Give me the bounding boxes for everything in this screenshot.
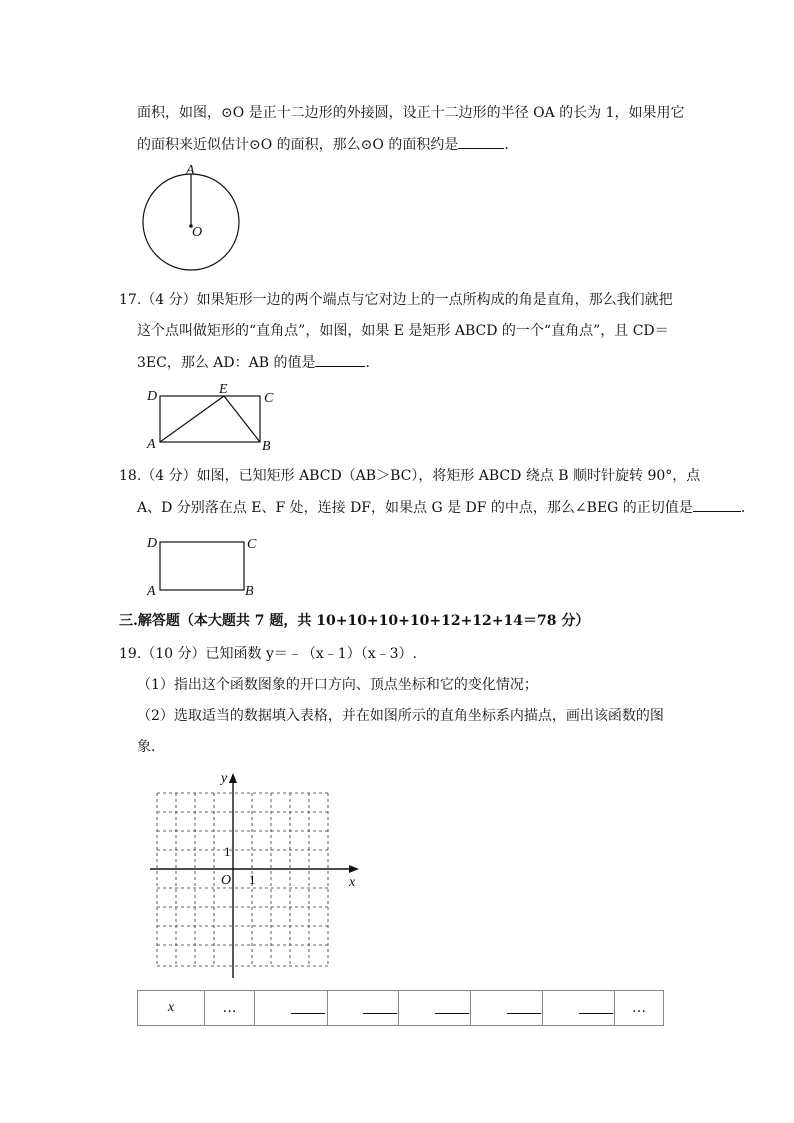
- q17-line1: 17.（4 分）如果矩形一边的两个端点与它对边上的一点所构成的角是直角，那么我们就把: [119, 292, 673, 308]
- q17-line2: 这个点叫做矩形的“直角点”，如图，如果 E 是矩形 ABCD 的一个“直角点”，且 CD＝: [137, 323, 669, 339]
- table-cell-ellipsis-right: …: [615, 991, 664, 1026]
- q16-line2-text: 的面积来近似估计⊙O 的面积，那么⊙O 的面积约是: [137, 137, 459, 153]
- x-axis-label: x: [349, 875, 356, 890]
- q19-stem: 19.（10 分）已知函数 y＝﹣（x﹣1）（x﹣3）.: [119, 646, 417, 662]
- value-table: [137, 990, 664, 1026]
- q18-line2-text: A、D 分别落在点 E、F 处，连接 DF，如果点 G 是 DF 的中点，那么∠BEG 的正切值是: [137, 500, 693, 516]
- q19-part2: （2）选取适当的数据填入表格，并在如图所示的直角坐标系内描点，画出该函数的图: [137, 708, 664, 724]
- y-unit-label: 1: [224, 844, 231, 859]
- rect-abcd: [160, 396, 260, 442]
- q18-line1: 18.（4 分）如图，已知矩形 ABCD（AB＞BC），将矩形 ABCD 绕点 B 顺时针旋转 90°，点: [119, 468, 701, 484]
- q16-answer-blank[interactable]: [458, 134, 504, 149]
- table-cell-blank[interactable]: [255, 991, 328, 1026]
- x-unit-label: 1: [249, 872, 256, 887]
- label-a: A: [186, 163, 195, 178]
- table-cell-x: x: [138, 991, 205, 1026]
- label-d: D: [147, 389, 158, 404]
- origin-label: O: [221, 873, 232, 888]
- table-cell-blank[interactable]: [471, 991, 543, 1026]
- grid-lines: [157, 793, 328, 966]
- label-d: D: [147, 536, 158, 551]
- label-b: B: [262, 439, 271, 452]
- table-cell-blank[interactable]: [328, 991, 399, 1026]
- q16-circle-figure: [138, 160, 244, 276]
- q16-line1: 面积，如图，⊙O 是正十二边形的外接圆，设正十二边形的半径 OA 的长为 1，如果用它: [137, 105, 685, 121]
- q17-line3-text: 3EC，那么 AD：AB 的值是: [137, 355, 316, 371]
- q18-rectangle-figure: [143, 528, 269, 600]
- segment-eb: [224, 396, 260, 442]
- x-axis-arrow: [349, 865, 359, 873]
- q17-rectangle-figure: [143, 380, 283, 452]
- segment-ae: [160, 396, 224, 442]
- label-c: C: [247, 537, 257, 552]
- table-row: [138, 991, 664, 1026]
- q16-line2: [137, 134, 509, 155]
- q16-end: .: [504, 137, 509, 153]
- table-cell-ellipsis-left: …: [205, 991, 255, 1026]
- section-3-heading: 三.解答题（本大题共 7 题，共 10+10+10+10+12+12+14＝78 分）: [119, 613, 590, 629]
- q17-end: .: [365, 355, 370, 371]
- label-b: B: [245, 584, 254, 599]
- q18-line2: [137, 497, 745, 518]
- q18-end: .: [740, 500, 746, 516]
- q18-answer-blank[interactable]: [693, 497, 741, 512]
- q17-line3: [137, 352, 370, 373]
- q19-part2-cont: 象.: [137, 739, 156, 755]
- rect-abcd: [160, 542, 244, 590]
- label-e: E: [219, 382, 228, 397]
- label-a: A: [147, 437, 156, 452]
- table-cell-blank[interactable]: [543, 991, 615, 1026]
- y-axis-label: y: [221, 771, 228, 786]
- table-cell-blank[interactable]: [399, 991, 471, 1026]
- label-c: C: [264, 391, 274, 406]
- q17-answer-blank[interactable]: [315, 352, 365, 367]
- coordinate-grid: [145, 768, 367, 982]
- label-a: A: [147, 584, 156, 599]
- label-o: O: [192, 225, 203, 240]
- y-axis-arrow: [229, 773, 237, 783]
- q19-part1: （1）指出这个函数图象的开口方向、顶点坐标和它的变化情况；: [137, 677, 538, 693]
